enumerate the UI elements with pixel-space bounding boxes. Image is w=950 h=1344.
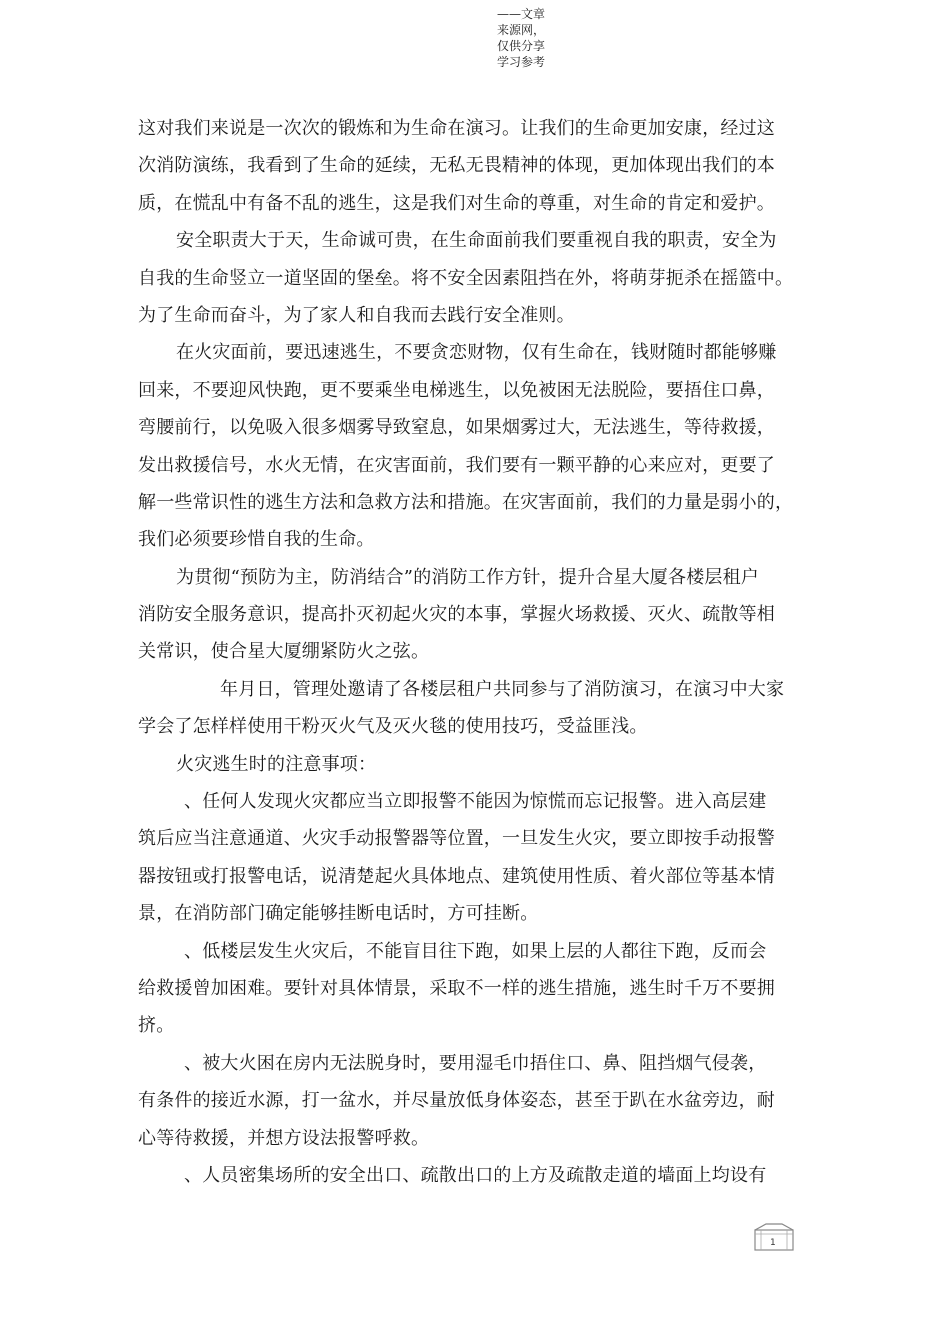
text-line: 学会了怎样样使用干粉灭火气及灭火毯的使用技巧，受益匪浅。 (138, 716, 648, 738)
text-line: 这对我们来说是一次次的锻炼和为生命在演习。让我们的生命更加安康，经过这 (138, 118, 775, 139)
text-line: 筑后应当注意通道、火灾手动报警器等位置，一旦发生火灾，要立即按手动报警 (138, 828, 775, 850)
text-line: 、任何人发现火灾都应当立即报警不能因为惊慌而忘记报警。进入高层建 (184, 791, 767, 813)
text-line: 、低楼层发生火灾后，不能盲目往下跑，如果上层的人都往下跑，反而会 (184, 940, 767, 962)
text-line: 有条件的接近水源，打一盆水，并尽量放低身体姿态，甚至于趴在水盆旁边，耐 (138, 1090, 775, 1112)
text-line: 心等待救援，并想方设法报警呼救。 (138, 1127, 430, 1149)
text-line: 景，在消防部门确定能够挂断电话时，方可挂断。 (138, 903, 539, 925)
text-line: 器按钮或打报警电话，说清楚起火具体地点、建筑使用性质、着火部位等基本情 (138, 865, 775, 887)
text-line: 年月日，管理处邀请了各楼层租户共同参与了消防演习，在演习中大家 (220, 678, 785, 700)
text-line: 挤。 (138, 1015, 175, 1037)
text-line: 质，在慌乱中有备不乱的逃生，这是我们对生命的尊重，对生命的肯定和爱护。 (138, 192, 775, 214)
page-number: 1 (770, 1238, 776, 1248)
text-line: 给救援曾加困难。要针对具体情景，采取不一样的逃生措施，逃生时千万不要拥 (138, 977, 775, 999)
text-line: 在火灾面前，要迅速逃生，不要贪恋财物，仅有生命在，钱财随时都能够赚 (176, 342, 777, 364)
text-line: 消防安全服务意识，提高扑灭初起火灾的本事，掌握火场救援、灭火、疏散等相 (138, 604, 775, 626)
text-line: 自我的生命竖立一道坚固的堡垒。将不安全因素阻挡在外，将萌芽扼杀在摇篮中。 (138, 267, 794, 289)
text-line: 为贯彻“预防为主，防消结合”的消防工作方针，提升合星大厦各楼层租户 (176, 566, 760, 588)
text-line: 为了生命而奋斗，为了家人和自我而去践行安全准则。 (138, 304, 575, 326)
text-line: 回来，不要迎风快跑，更不要乘坐电梯逃生，以免被困无法脱险，要捂住口鼻， (138, 379, 775, 401)
text-line: 发出救援信号，水火无情，在灾害面前，我们要有一颗平静的心来应对，更要了 (138, 454, 775, 476)
text-line: 关常识，使合星大厦绷紧防火之弦。 (138, 641, 430, 663)
text-line: 弯腰前行，以免吸入很多烟雾导致窒息，如果烟雾过大，无法逃生，等待救援， (138, 417, 775, 439)
text-line: 火灾逃生时的注意事项： (176, 753, 377, 775)
text-line: 解一些常识性的逃生方法和急救方法和措施。在灾害面前，我们的力量是弱小的， (138, 491, 794, 513)
text-line: 我们必须要珍惜自我的生命。 (138, 529, 375, 551)
text-line: 、被大火困在房内无法脱身时，要用湿毛巾捂住口、鼻、阻挡烟气侵袭， (184, 1052, 767, 1074)
source-note: ——文章来源网，仅供分享学习参考 (497, 7, 546, 69)
text-line: 安全职责大于天，生命诚可贵，在生命面前我们要重视自我的职责，安全为 (176, 230, 777, 252)
document-body (138, 110, 822, 1194)
text-line: 次消防演练，我看到了生命的延续，无私无畏精神的体现，更加体现出我们的本 (138, 155, 775, 177)
text-line: 、人员密集场所的安全出口、疏散出口的上方及疏散走道的墙面上均设有 (184, 1164, 767, 1186)
